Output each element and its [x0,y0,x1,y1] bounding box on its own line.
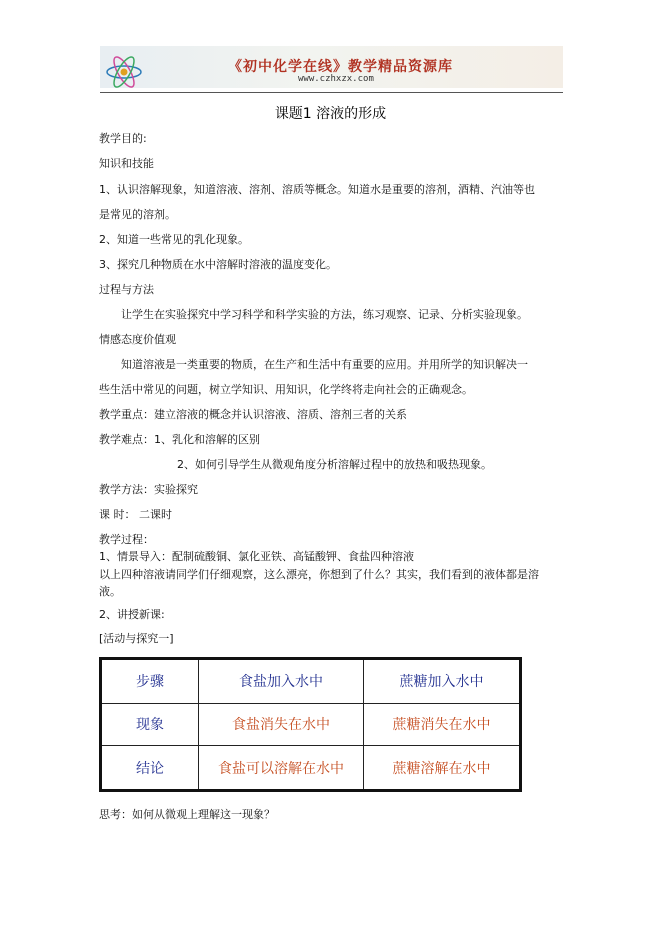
intro-text-b: 液。 [99,585,121,598]
atom-logo-icon [104,54,144,90]
knowledge-item-1a: 1、认识溶解现象，知道溶液、溶剂、溶质等概念。知道水是重要的溶剂，酒精、汽油等也 [99,183,535,196]
thinking-question: 思考：如何从微观上理解这一现象？ [99,808,275,821]
knowledge-item-2: 2、知道一些常见的乳化现象。 [99,233,249,246]
emotion-text-a: 知道溶液是一类重要的物质，在生产和生活中有重要的应用。并用所学的知识解决一 [121,358,528,371]
page-header [100,40,563,93]
table-cell: 蔗糖溶解在水中 [364,746,521,791]
new-lesson-heading: 2、讲授新课: [99,608,165,621]
table-cell: 食盐加入水中 [199,659,364,704]
table-cell: 食盐消失在水中 [199,703,364,746]
table-cell: 蔗糖加入水中 [364,659,521,704]
knowledge-item-1b: 是常见的溶剂。 [99,208,176,221]
activity-heading: [活动与探究一] [99,632,174,645]
table-row [101,659,521,704]
table-row [101,703,521,746]
intro-line: 1、情景导入：配制硫酸铜、氯化亚铁、高锰酸钾、食盐四种溶液 [99,550,414,563]
goals-heading: 教学目的: [99,132,147,145]
process-heading: 过程与方法 [99,283,154,296]
experiment-table [99,657,522,792]
procedure-heading: 教学过程： [99,533,154,546]
teaching-focus: 教学重点：建立溶液的概念并认识溶液、溶质、溶剂三者的关系 [99,408,407,421]
resource-banner [100,46,563,88]
page-title: 课题1 溶液的形成 [274,106,387,122]
knowledge-heading: 知识和技能 [99,157,154,170]
teaching-method: 教学方法：实验探究 [99,483,198,496]
table-cell: 现象 [101,703,199,746]
table-cell: 食盐可以溶解在水中 [199,746,364,791]
emotion-heading: 情感态度价值观 [99,333,176,346]
table-cell: 蔗糖消失在水中 [364,703,521,746]
knowledge-item-3: 3、探究几种物质在水中溶解时溶液的温度变化。 [99,258,337,271]
banner-url: www.czhxzx.com [298,74,374,84]
banner-title: 《初中化学在线》教学精品资源库 [228,59,453,75]
emotion-text-b: 些生活中常见的问题，树立学知识、用知识，化学终将走向社会的正确观念。 [99,383,473,396]
table-row [101,746,521,791]
process-text: 让学生在实验探究中学习科学和科学实验的方法，练习观察、记录、分析实验现象。 [121,308,528,321]
teaching-difficulty-2: 2、如何引导学生从微观角度分析溶解过程中的放热和吸热现象。 [177,458,492,471]
intro-text-a: 以上四种溶液请同学们仔细观察，这么漂亮，你想到了什么？其实，我们看到的液体都是溶 [99,568,539,581]
table-cell: 步骤 [101,659,199,704]
table-cell: 结论 [101,746,199,791]
teaching-difficulty-1: 教学难点：1、乳化和溶解的区别 [99,433,260,446]
class-hours: 课 时： 二课时 [99,508,172,521]
